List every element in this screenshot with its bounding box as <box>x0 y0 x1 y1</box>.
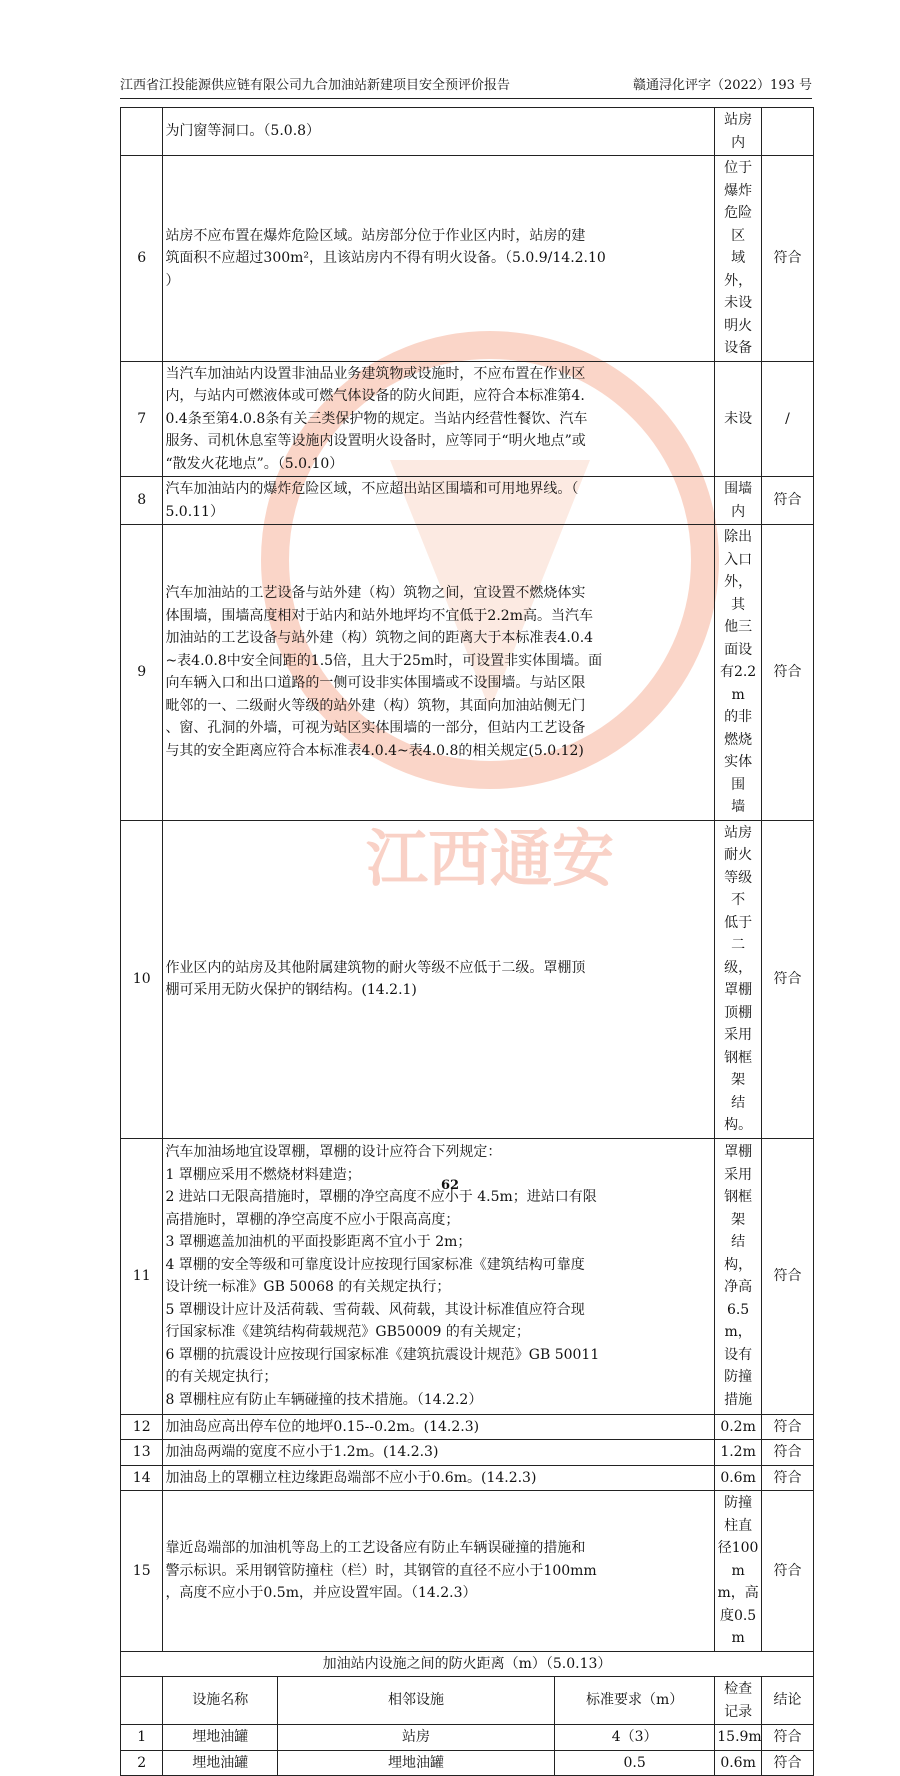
requirement-cell <box>163 1138 715 1414</box>
requirement-line: 3 罩棚遮盖加油机的平面投影距离不宜小于 2m； <box>165 1234 472 1250</box>
conclusion-cell: 符合 <box>761 1465 813 1491</box>
subtable-cell: 0.6m <box>715 1750 762 1776</box>
requirement-line: 警示标识。采用钢管防撞柱（栏）时，其钢管的直径不应小于100mm <box>165 1562 597 1579</box>
requirement-line: 2 进站口无限高措施时，罩棚的净空高度不应小于 4.5m；进站口有限 <box>165 1189 597 1205</box>
table-row <box>121 1414 814 1440</box>
requirement-cell <box>163 361 715 477</box>
table-row <box>121 156 814 362</box>
row-number: 8 <box>121 477 163 525</box>
record-cell <box>715 361 762 477</box>
conclusion-cell: / <box>761 361 813 477</box>
requirement-line: 向车辆入口和出口道路的一侧可设非实体围墙或不设围墙。与站区限 <box>165 675 586 692</box>
requirement-line: 汽车加油站内的爆炸危险区域，不应超出站区围墙和可用地界线。（ <box>165 481 579 497</box>
requirement-cell <box>163 1491 715 1652</box>
record-line: 除出入口外，其 <box>724 529 753 613</box>
table-row <box>121 477 814 525</box>
report-title: 江西省江投能源供应链有限公司九合加油站新建项目安全预评价报告 <box>120 78 511 93</box>
subtable-cell: 符合 <box>761 1750 813 1776</box>
record-line: 0.2m <box>720 1418 756 1435</box>
requirement-line: 的有关规定执行； <box>165 1369 278 1385</box>
table-row <box>121 361 814 477</box>
table-row <box>121 1465 814 1491</box>
record-cell <box>715 1465 762 1491</box>
requirement-line: 4 罩棚的安全等级和可靠度设计应按现行国家标准《建筑结构可靠度 <box>165 1256 585 1273</box>
requirement-line: ~表4.0.8中安全间距的1.5倍，且大于25m时，可设置非实体围墙。面 <box>165 652 603 669</box>
conclusion-cell: 符合 <box>761 477 813 525</box>
requirement-cell <box>163 525 715 821</box>
requirement-line: 作业区内的站房及其他附属建筑物的耐火等级不应低于二级。罩棚顶 <box>165 959 586 976</box>
requirement-line: 汽车加油场地宜设罩棚，罩棚的设计应符合下列规定： <box>165 1144 502 1160</box>
row-number: 14 <box>121 1465 163 1491</box>
row-number: 6 <box>121 156 163 362</box>
record-cell <box>715 525 762 821</box>
record-cell <box>715 1414 762 1440</box>
requirement-line: 6 罩棚的抗震设计应按现行国家标准《建筑抗震设计规范》GB 50011 <box>165 1346 600 1363</box>
record-line: 墙 <box>731 799 746 815</box>
record-line: 站房内 <box>724 112 753 151</box>
column-header: 相邻设施 <box>278 1677 555 1725</box>
column-header: 检查记录 <box>715 1677 762 1725</box>
requirement-line: 1 罩棚应采用不燃烧材料建造； <box>165 1166 361 1183</box>
requirement-line: 5.0.11） <box>165 503 224 520</box>
table-body <box>121 108 814 1776</box>
record-cell <box>715 477 762 525</box>
requirement-line: “散发火花地点”。（5.0.10） <box>165 455 344 472</box>
conclusion-cell: 符合 <box>761 820 813 1138</box>
watermark-text: 江西通安 <box>365 822 615 895</box>
requirement-cell <box>163 477 715 525</box>
record-line: 域外，未设明火 <box>724 250 753 334</box>
requirement-line: 行国家标准《建筑结构荷载规范》GB50009 的有关规定； <box>165 1324 530 1340</box>
subtable-cell: 2 <box>121 1750 163 1776</box>
record-cell <box>715 820 762 1138</box>
requirement-cell <box>163 108 715 156</box>
document-number: 赣通浔化评字（2022）193 号 <box>632 78 812 93</box>
record-cell <box>715 156 762 362</box>
requirement-line: 毗邻的一、二级耐火等级的站外建（构）筑物，其面向加油站侧无门 <box>165 697 586 714</box>
record-line: 结构，净高 6.5m， <box>724 1234 753 1340</box>
requirement-line: 加油站的工艺设备与站外建（构）筑物之间的距离大于本标准表4.0.4 <box>165 630 594 647</box>
subtable-title-row <box>121 1651 814 1677</box>
requirement-line: 汽车加油站的工艺设备与站外建（构）筑物之间，宜设置不燃烧体实 <box>165 585 586 602</box>
requirement-cell <box>163 1440 715 1466</box>
table-row <box>121 1138 814 1414</box>
requirement-cell <box>163 820 715 1138</box>
subtable-cell: 埋地油罐 <box>278 1750 555 1776</box>
record-line: 低于二级，罩棚 <box>724 914 753 998</box>
row-number: 9 <box>121 525 163 821</box>
requirement-line: 体围墙，围墙高度相对于站内和站外地坪均不宜低于2.2m高。当汽车 <box>165 607 593 624</box>
subtable-cell: 站房 <box>278 1725 555 1751</box>
column-header: 标准要求（m） <box>555 1677 715 1725</box>
row-number: 10 <box>121 820 163 1138</box>
record-line: m，高度0.5m <box>717 1585 759 1646</box>
requirement-line: 设计统一标准》GB 50068 的有关规定执行； <box>165 1279 451 1295</box>
conclusion-cell: 符合 <box>761 525 813 821</box>
column-header: 设施名称 <box>163 1677 278 1725</box>
record-line: 站房耐火等级不 <box>724 824 753 908</box>
record-cell <box>715 1440 762 1466</box>
record-line: 位于爆炸危险区 <box>724 160 753 244</box>
row-number: 15 <box>121 1491 163 1652</box>
subtable-cell: 4（3） <box>555 1725 715 1751</box>
requirement-line: 0.4条至第4.0.8条有关三类保护物的规定。当站内经营性餐饮、汽车 <box>165 410 588 427</box>
row-number: 12 <box>121 1414 163 1440</box>
record-line: 设有防撞措施 <box>724 1346 753 1408</box>
requirement-line: 加油岛上的罩棚立柱边缘距岛端部不应小于0.6m。(14.2.3) <box>165 1469 537 1486</box>
table-row <box>121 108 814 156</box>
table-row <box>121 820 814 1138</box>
subtable-row <box>121 1750 814 1776</box>
table-row <box>121 1440 814 1466</box>
requirement-cell <box>163 1414 715 1440</box>
evaluation-table <box>120 107 814 1776</box>
table-row <box>121 525 814 821</box>
conclusion-cell: 符合 <box>761 1491 813 1652</box>
subtable-cell: 0.5 <box>555 1750 715 1776</box>
row-number: 11 <box>121 1138 163 1414</box>
record-line: 结构。 <box>724 1094 753 1133</box>
subtable-title: 加油站内设施之间的防火距离（m）（5.0.13） <box>121 1651 814 1677</box>
conclusion-cell: 符合 <box>761 1440 813 1466</box>
record-line: 的非燃烧实体围 <box>724 709 753 793</box>
record-line: 设备 <box>724 340 753 356</box>
requirement-cell <box>163 156 715 362</box>
record-line: 0.6m <box>720 1469 756 1486</box>
requirement-line: 为门窗等洞口。（5.0.8） <box>165 123 321 140</box>
requirement-line: 加油岛两端的宽度不应小于1.2m。(14.2.3) <box>165 1444 439 1460</box>
row-number: 7 <box>121 361 163 477</box>
record-line: 1.2m <box>720 1444 756 1460</box>
record-line: 罩棚采用钢框架 <box>724 1144 753 1228</box>
requirement-line: 与其的安全距离应符合本标准表4.0.4~表4.0.8的相关规定(5.0.12) <box>165 742 584 759</box>
requirement-line: ，高度不应小于0.5m，并应设置牢固。（14.2.3） <box>165 1585 477 1601</box>
requirement-line: ） <box>165 272 180 289</box>
page-number: 62 <box>440 1178 460 1193</box>
column-header: 结论 <box>761 1677 813 1725</box>
record-line: 围墙内 <box>724 481 753 520</box>
requirement-line: 8 罩棚柱应有防止车辆碰撞的技术措施。（14.2.2） <box>165 1391 483 1408</box>
conclusion-cell <box>761 108 813 156</box>
header-blank <box>121 1677 163 1725</box>
requirement-line: 5 罩棚设计应计及活荷载、雪荷载、风荷载，其设计标准值应符合现 <box>165 1301 585 1318</box>
row-number: 13 <box>121 1440 163 1466</box>
requirement-line: 、窗、孔洞的外墙，可视为站区实体围墙的一部分，但站内工艺设备 <box>165 720 586 737</box>
table-row <box>121 1491 814 1652</box>
subtable-cell: 埋地油罐 <box>163 1750 278 1776</box>
requirement-line: 加油岛应高出停车位的地坪0.15--0.2m。(14.2.3) <box>165 1418 480 1435</box>
record-line: 防撞柱直径100m <box>717 1495 759 1579</box>
requirement-line: 站房不应布置在爆炸危险区域。站房部分位于作业区内时，站房的建 <box>165 227 586 244</box>
subtable-row <box>121 1725 814 1751</box>
requirement-line: 当汽车加油站内设置非油品业务建筑物或设施时，不应布置在作业区 <box>165 365 586 382</box>
conclusion-cell: 符合 <box>761 1138 813 1414</box>
conclusion-cell: 符合 <box>761 156 813 362</box>
requirement-line: 高措施时，罩棚的净空高度不应小于限高高度； <box>165 1211 460 1228</box>
subtable-cell: 15.9m <box>715 1725 762 1751</box>
requirement-line: 靠近岛端部的加油机等岛上的工艺设备应有防止车辆误碰撞的措施和 <box>165 1540 586 1556</box>
record-line: 顶棚采用钢框架 <box>724 1004 753 1088</box>
conclusion-cell: 符合 <box>761 1414 813 1440</box>
subtable-header-row <box>121 1677 814 1725</box>
requirement-line: 棚可采用无防火保护的钢结构。(14.2.1) <box>165 982 417 998</box>
requirement-line: 内，与站内可燃液体或可燃气体设备的防火间距，应符合本标准第4. <box>165 388 585 404</box>
page-header <box>120 74 812 99</box>
requirement-cell <box>163 1465 715 1491</box>
row-number <box>121 108 163 156</box>
record-cell <box>715 1138 762 1414</box>
record-line: 未设 <box>724 410 753 427</box>
requirement-line: 服务、司机休息室等设施内设置明火设备时，应等同于“明火地点”或 <box>165 433 586 449</box>
record-line: 他三面设有2.2m <box>719 619 757 703</box>
subtable-cell: 埋地油罐 <box>163 1725 278 1751</box>
record-cell <box>715 1491 762 1652</box>
requirement-line: 筑面积不应超过300m²，且该站房内不得有明火设备。（5.0.9/14.2.10 <box>165 250 606 266</box>
record-cell <box>715 108 762 156</box>
subtable-cell: 符合 <box>761 1725 813 1751</box>
subtable-cell: 1 <box>121 1725 163 1751</box>
